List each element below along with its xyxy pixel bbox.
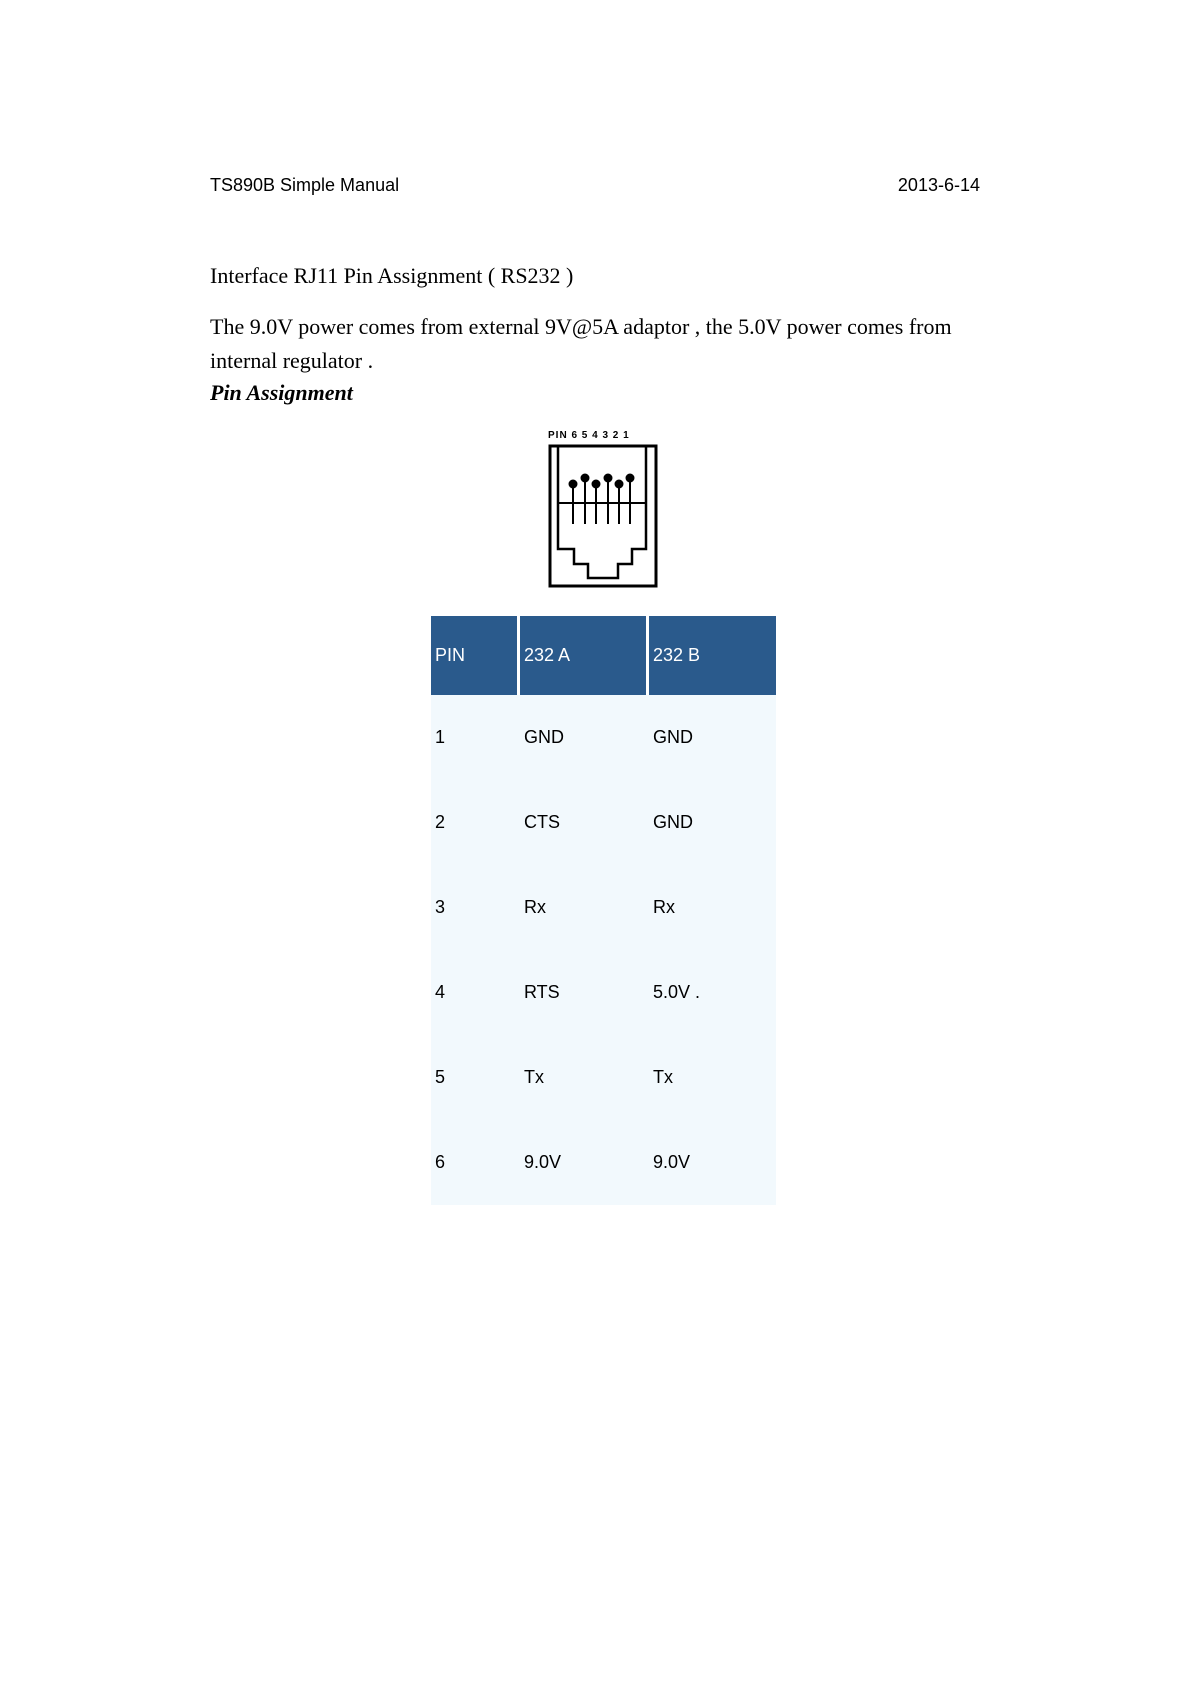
table-row bbox=[431, 865, 776, 950]
pin-number-cell: 4 bbox=[431, 950, 520, 1035]
232a-cell: CTS bbox=[520, 780, 649, 865]
jack-inner-outline bbox=[558, 446, 646, 578]
pin-number-cell: 2 bbox=[431, 780, 520, 865]
page-header bbox=[210, 175, 980, 199]
232b-cell: Rx bbox=[649, 865, 776, 950]
connector-pin-label: PIN 6 5 4 3 2 1 bbox=[548, 430, 630, 441]
pin-number-cell: 1 bbox=[431, 695, 520, 780]
document-title: TS890B Simple Manual bbox=[210, 175, 400, 195]
section-heading: Interface RJ11 Pin Assignment ( RS232 ) bbox=[210, 263, 574, 288]
column-header-pin: PIN bbox=[431, 616, 520, 695]
232b-cell: Tx bbox=[649, 1035, 776, 1120]
pin-assignment-subheading: Pin Assignment bbox=[210, 380, 353, 405]
232b-cell: 9.0V bbox=[649, 1120, 776, 1205]
232a-cell: Rx bbox=[520, 865, 649, 950]
contact-pins bbox=[570, 475, 634, 525]
table-row bbox=[431, 950, 776, 1035]
document-date: 2013-6-14 bbox=[897, 175, 980, 195]
232a-cell: 9.0V bbox=[520, 1120, 649, 1205]
jack-outer-frame bbox=[550, 446, 656, 586]
232a-cell: Tx bbox=[520, 1035, 649, 1120]
column-header-232b: 232 B bbox=[649, 616, 776, 695]
rj11-connector-diagram bbox=[548, 430, 660, 590]
232b-cell: GND bbox=[649, 780, 776, 865]
pin-assignment-table bbox=[431, 616, 776, 1205]
table-row bbox=[431, 695, 776, 780]
232b-cell: GND bbox=[649, 695, 776, 780]
pin-number-cell: 5 bbox=[431, 1035, 520, 1120]
power-description: The 9.0V power comes from external 9V@5A adaptor , the 5.0V power comes from internal regulator . bbox=[210, 314, 952, 373]
pin-number-cell: 6 bbox=[431, 1120, 520, 1205]
column-header-232a: 232 A bbox=[520, 616, 649, 695]
232a-cell: RTS bbox=[520, 950, 649, 1035]
232a-cell: GND bbox=[520, 695, 649, 780]
table-row bbox=[431, 1035, 776, 1120]
pin-number-cell: 3 bbox=[431, 865, 520, 950]
table-row bbox=[431, 1120, 776, 1205]
table-header-row bbox=[431, 616, 776, 695]
rj11-jack-drawing bbox=[548, 444, 660, 590]
232b-cell: 5.0V . bbox=[649, 950, 776, 1035]
table-row bbox=[431, 780, 776, 865]
